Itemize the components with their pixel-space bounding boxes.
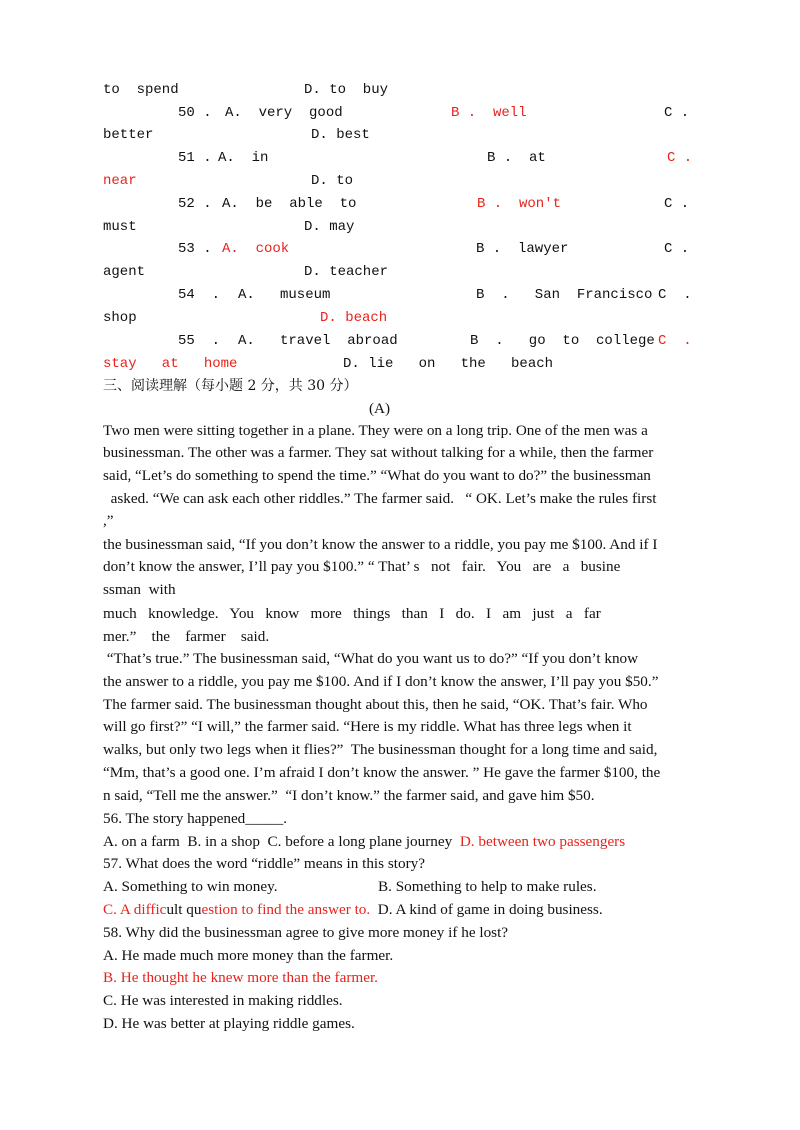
question-56-options <box>103 833 625 851</box>
option-53-c: C . <box>664 241 690 257</box>
question-number-54: 54 . <box>178 287 221 303</box>
passage-line: walks, but only two legs when it flies?” The businessman thought for a long time and said, <box>103 741 658 758</box>
question-number-50: 50 . <box>178 105 212 121</box>
option-51-b: B . at <box>487 150 546 166</box>
passage-line: the businessman said, “If you don’t know the answer to a riddle, you pay me $100. And if I <box>103 536 658 553</box>
option-50-b-answer: B . well <box>451 105 527 121</box>
question-56-answer: D. between two passengers <box>459 833 626 850</box>
option-50-a: A. very good <box>225 105 343 121</box>
option-52-c-text: must <box>103 219 137 235</box>
passage-line: ssman with <box>103 581 176 598</box>
passage-label: (A) <box>369 400 391 417</box>
question-58-option-a: A. He made much more money than the farmer. <box>103 947 394 964</box>
passage-line: the answer to a riddle, you pay me $100. And if I don’t know the answer, I’ll pay you $50.” <box>103 673 659 690</box>
option-52-b-answer: B . won't <box>477 196 562 212</box>
option-55-d: D. lie on the beach <box>343 356 554 372</box>
passage-line: ,” <box>103 512 114 529</box>
option-54-b: B . San Francisco <box>476 287 653 303</box>
question-57-option-d: D. A kind of game in doing business. <box>370 901 603 918</box>
question-57-option-b: B. Something to help to make rules. <box>378 878 597 895</box>
option-51-a: A. in <box>218 150 269 166</box>
question-58-stem: 58. Why did the businessman agree to give more money if he lost? <box>103 924 509 941</box>
question-58-option-c: C. He was interested in making riddles. <box>103 992 343 1009</box>
option-55-c-text-answer: stay at home <box>103 356 238 372</box>
option-52-c: C . <box>664 196 690 212</box>
option-54-c-text: shop <box>103 310 137 326</box>
option-54-d-answer: D. beach <box>320 310 388 326</box>
passage-line: The farmer said. The businessman thought about this, then he said, “OK. That’s fair. Who <box>103 696 648 713</box>
passage-line: businessman. The other was a farmer. They sat without talking for a while, then the farmer <box>103 444 654 461</box>
option-50-c-text: better <box>103 127 154 143</box>
question-56-choices: A. on a farm B. in a shop C. before a long plane journey <box>103 833 460 850</box>
question-number-53: 53 . <box>178 241 212 257</box>
question-number-52: 52 . <box>178 196 212 212</box>
question-57-stem: 57. What does the word “riddle” means in this story? <box>103 855 425 872</box>
option-54-c: C . <box>658 287 692 303</box>
question-56-stem: 56. The story happened_____. <box>103 810 288 827</box>
option-55-a: A. travel abroad <box>238 333 398 349</box>
question-57-answer-part1: C. A diffic <box>103 901 167 918</box>
passage-line: don’t know the answer, I’ll pay you $100.” “ That’ s not fair. You are a busine <box>103 558 621 575</box>
question-57-option-a: A. Something to win money. <box>103 878 278 895</box>
option-53-d: D. teacher <box>304 264 389 280</box>
option-50-d: D. best <box>311 127 370 143</box>
question-58-option-d: D. He was better at playing riddle games. <box>103 1015 355 1032</box>
question-number-55: 55 . <box>178 333 221 349</box>
passage-line: “That’s true.” The businessman said, “What do you want us to do?” “If you don’t know <box>103 650 639 667</box>
passage-line: n said, “Tell me the answer.” “I don’t know.” the farmer said, and gave him $50. <box>103 787 595 804</box>
question-58-answer: B. He thought he knew more than the farmer. <box>103 969 378 986</box>
option-d-tobuy: D. to buy <box>304 82 389 98</box>
passage-line: “Mm, that’s a good one. I’m afraid I don’t know the answer. ” He gave the farmer $100, the <box>103 764 661 781</box>
option-53-c-text: agent <box>103 264 146 280</box>
option-54-a: A. museum <box>238 287 331 303</box>
passage-line: said, “Let’s do something to spend the time.” “What do you want to do?” the businessman <box>103 467 651 484</box>
option-52-a: A. be able to <box>222 196 357 212</box>
option-51-c-text-answer: near <box>103 173 137 189</box>
passage-line: mer.” the farmer said. <box>103 628 270 645</box>
option-53-a-answer: A. cook <box>222 241 290 257</box>
option-50-c: C . <box>664 105 690 121</box>
passage-line: Two men were sitting together in a plane. They were on a long trip. One of the men was a <box>103 422 648 439</box>
passage-line: much knowledge. You know more things than I do. I am just a far <box>103 605 601 622</box>
question-57-answer-part3: estion to find the answer to. <box>201 901 371 918</box>
option-55-c-answer: C . <box>658 333 692 349</box>
option-55-b: B . go to college <box>470 333 655 349</box>
question-number-51: 51 . <box>178 150 212 166</box>
option-53-b: B . lawyer <box>476 241 569 257</box>
question-57-answer-part2: ult qu <box>166 901 202 918</box>
option-51-d: D. to <box>311 173 354 189</box>
passage-line: will go first?” “I will,” the farmer said. “Here is my riddle. What has three legs when it <box>103 718 632 735</box>
option-52-d: D. may <box>304 219 355 235</box>
option-line-tospend: to spend <box>103 82 179 98</box>
section-title: 三、阅读理解（每小题 2 分，共 30 分） <box>103 378 358 394</box>
option-51-c-answer: C . <box>667 150 693 166</box>
question-57-option-cd <box>103 901 603 919</box>
passage-line: asked. “We can ask each other riddles.” The farmer said. “ OK. Let’s make the rules first <box>103 490 657 507</box>
